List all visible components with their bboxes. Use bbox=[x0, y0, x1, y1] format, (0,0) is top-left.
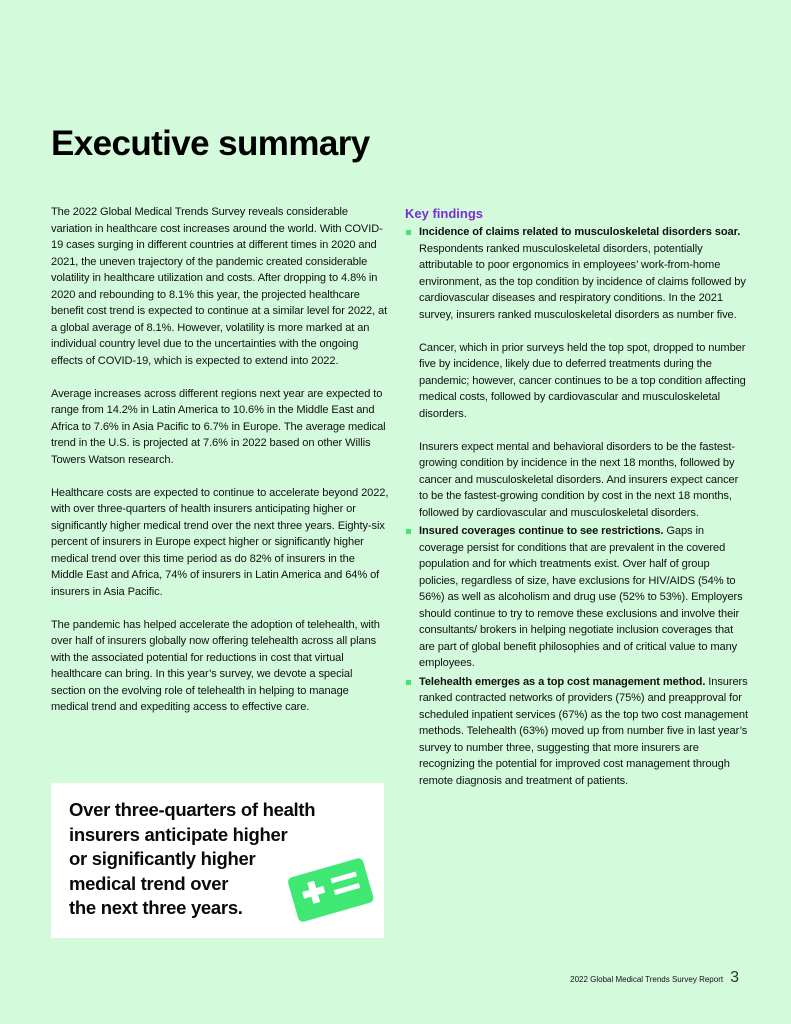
intro-paragraph: Average increases across different regions next year are expected to range from 14.2% in Latin America to 10.6% in the Middle East and Africa to 7.6% in Asia Pacific to 6.7% in Europe. The average medical trend in the U.S. is projected at 7.6% in 2022 based on other Willis Towers Watson research. bbox=[51, 387, 386, 466]
finding-text: Insurers ranked contracted networks of providers (75%) and preapproval for scheduled inpatient services (67%) as the top two cost management methods. Telehealth (63%) moved up from number five in last year’s survey to number three, suggesting that more insurers are recognizing the potential for improved cost management through remote diagnosis and treatment of patients. bbox=[419, 675, 748, 787]
intro-paragraph: Healthcare costs are expected to continue to accelerate beyond 2022, with over three-quarters of health insurers anticipating higher or significantly higher medical trend over the next three years. Eighty-six percent of insurers in Europe expect higher or significantly higher medical trend over this time period as do 82% of insurers in the Middle East and Africa, 74% of insurers in Latin America and 64% of insurers in Asia Pacific. bbox=[51, 486, 389, 598]
finding-item bbox=[405, 674, 750, 790]
callout-line: medical trend over bbox=[69, 872, 229, 894]
callout-box bbox=[51, 783, 384, 938]
finding-paragraph bbox=[419, 224, 750, 323]
bullet-icon bbox=[406, 529, 411, 534]
key-findings-heading: Key findings bbox=[405, 206, 484, 221]
page-title: Executive summary bbox=[51, 124, 370, 163]
finding-text: Gaps in coverage persist for conditions that are prevalent in the covered population and for which treatments exist. Over half of group policies, regardless of size, have exclusions for HIV/AIDS (54% to 56%) as well as alcoholism and drug use (52% to 53%). Employers should continue to try to remove these exclusions and involve their consultants/ brokers in helping negotiate inclusion coverages that are part of global benefit philosophies and of critical value to many employees. bbox=[419, 525, 743, 669]
finding-lead: Insured coverages continue to see restrictions. bbox=[419, 525, 664, 537]
bullet-icon bbox=[406, 680, 411, 685]
intro-paragraph: The pandemic has helped accelerate the adoption of telehealth, with over half of insurers globally now offering telehealth across all plans with the associated potential for reductions in cost that virtual healthcare can bring. In this year’s survey, we devote a special section on the evolving role of telehealth in helping to manage medical trend and expediting access to effective care. bbox=[51, 618, 380, 713]
finding-lead: Telehealth emerges as a top cost management method. bbox=[419, 675, 706, 688]
report-name: 2022 Global Medical Trends Survey Report bbox=[570, 975, 724, 984]
intro-paragraph: The 2022 Global Medical Trends Survey reveals considerable variation in healthcare cost increases around the world. With COVID-19 cases surging in different countries at different times in 2020 and 2021, the uneven trajectory of the pandemic created considerable volatility in healthcare utilization and costs. After dropping to 4.8% in 2020 and rebounding to 8.1% this year, the projected healthcare benefit cost trend is expected to continue at a similar level for 2022, at a global average of 8.1%. However, volatility is more marked at an individual country level due to the uncertainties with the ongoing effects of COVID-19, which is expected to extend into 2022. bbox=[51, 206, 388, 367]
page-footer bbox=[570, 969, 739, 987]
finding-paragraph bbox=[419, 674, 750, 790]
callout-line: insurers anticipate higher bbox=[69, 823, 288, 845]
finding-item bbox=[405, 224, 750, 521]
finding-paragraph bbox=[419, 523, 750, 672]
key-findings-column bbox=[405, 204, 750, 791]
callout-line: Over three-quarters of health bbox=[69, 799, 316, 820]
key-findings-list bbox=[405, 224, 750, 789]
callout-line: the next three years. bbox=[69, 897, 243, 918]
finding-lead: Incidence of claims related to musculoskeletal disorders soar. bbox=[419, 226, 741, 238]
bullet-icon bbox=[406, 230, 411, 235]
finding-text: Respondents ranked musculoskeletal disorders, potentially attributable to poor ergonomics in employees’ work-from-home environment, as the top condition by incidence of claims followed by cardiovascular diseases and respiratory conditions. In the 2021 survey, insurers ranked musculoskeletal disorders as number five. bbox=[419, 242, 746, 321]
finding-paragraph: Insurers expect mental and behavioral disorders to be the fastest-growing condition by incidence in the next 18 months, followed by cancer and musculoskeletal disorders. And insurers expect cancer to be the fastest-growing condition by cost in the next 18 months, followed by cardiovascular and musculoskeletal disorders. bbox=[419, 440, 739, 519]
intro-column bbox=[51, 204, 389, 732]
finding-paragraph: Cancer, which in prior surveys held the top spot, dropped to number five by incidence, likely due to deferred treatments during the pandemic; however, cancer continues to be a top condition affecting medical costs, followed by cardiovascular and musculoskeletal disorders. bbox=[419, 341, 746, 420]
callout-line: or significantly higher bbox=[69, 848, 256, 869]
health-card-icon bbox=[284, 851, 379, 931]
finding-item bbox=[405, 523, 750, 672]
page-number: 3 bbox=[730, 969, 739, 986]
